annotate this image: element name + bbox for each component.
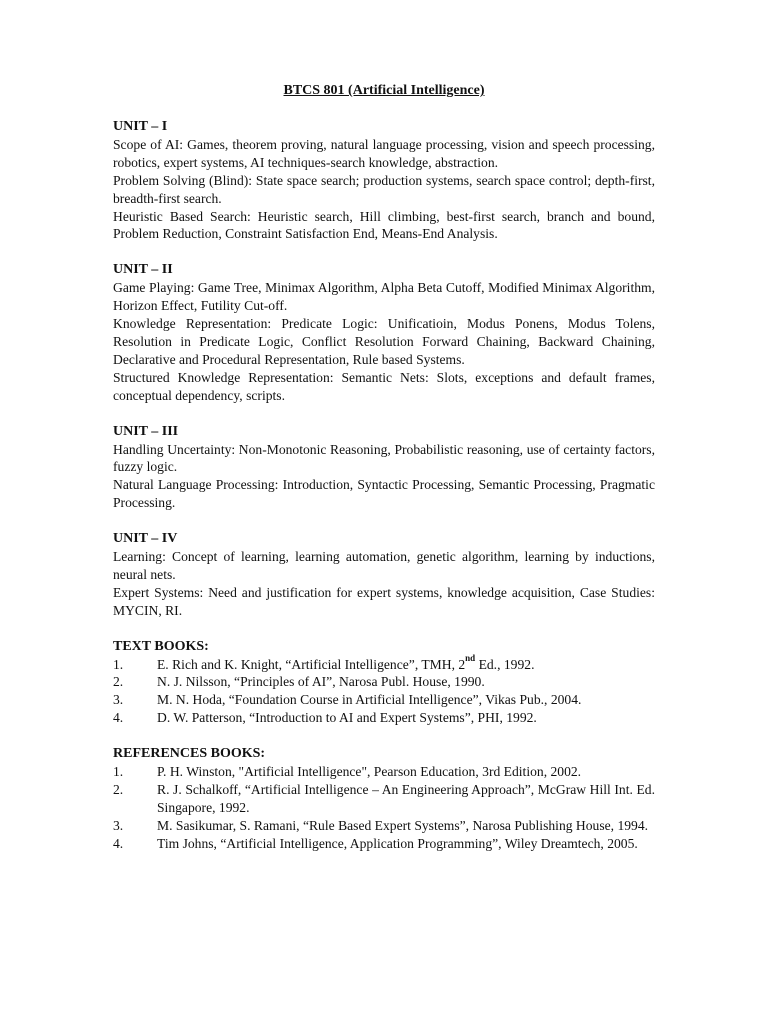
item-text: M. N. Hoda, “Foundation Course in Artificial Intelligence”, Vikas Pub., 2004. [157,692,582,708]
unit-3-section [113,423,655,513]
item-number: 2. [113,782,124,797]
unit-heading: UNIT – I [113,119,168,134]
unit-paragraph: Knowledge Representation: Predicate Logic: Unificatioin, Modus Ponens, Modus Tolens, Resolution in Predicate Logic, Conflict Resolution Forward Chaining, Backward Chaining, Declarative and Procedural Representation, Rule based Systems. [113,316,655,367]
list-item [113,673,655,691]
document-title: BTCS 801 (Artificial Intelligence) [283,83,485,98]
unit-paragraph: Expert Systems: Need and justification for expert systems, knowledge acquisition, Case Studies: MYCIN, RI. [113,584,655,618]
list-item [113,709,655,727]
text-books-section [113,638,655,728]
unit-paragraph: Problem Solving (Blind): State space search; production systems, search space control; depth-first, breadth-first search. [113,172,655,206]
unit-heading: UNIT – II [113,262,173,278]
item-number: 1. [113,656,124,672]
item-text [157,653,655,674]
ordinal-superscript: nd [465,653,476,664]
unit-paragraph: Handling Uncertainty: Non-Monotonic Reasoning, Probabilistic reasoning, use of certainty factors, fuzzy logic. [113,441,655,475]
unit-paragraph: Natural Language Processing: Introduction, Syntactic Processing, Semantic Processing, Pragmatic Processing. [113,477,655,511]
text-books-heading: TEXT BOOKS: [113,638,209,654]
item-text-part: Ed., 1992. [475,656,535,672]
unit-paragraph: Scope of AI: Games, theorem proving, natural language processing, vision and speech processing, robotics, expert systems, AI techniques-search knowledge, abstraction. [113,136,655,170]
list-item [113,817,655,835]
item-number: 2. [113,674,124,690]
item-text: D. W. Patterson, “Introduction to AI and Expert Systems”, PHI, 1992. [157,710,537,726]
unit-paragraph: Structured Knowledge Representation: Semantic Nets: Slots, exceptions and default frames, conceptual dependency, scripts. [113,369,655,403]
item-text: R. J. Schalkoff, “Artificial Intelligence – An Engineering Approach”, McGraw Hill Int. Ed. Singapore, 1992. [157,782,655,815]
item-number: 3. [113,692,124,708]
reference-books-heading: REFERENCES BOOKS: [113,746,266,762]
unit-paragraph: Heuristic Based Search: Heuristic search, Hill climbing, best-first search, branch and bound, Problem Reduction, Constraint Satisfaction End, Means-End Analysis. [113,208,655,242]
unit-1-section [113,118,655,243]
item-text: Tim Johns, “Artificial Intelligence, Application Programming”, Wiley Dreamtech, 2005. [157,835,638,851]
item-number: 1. [113,764,124,780]
unit-heading: UNIT – IV [113,531,178,547]
item-number: 4. [113,710,124,726]
unit-2-section [113,261,655,404]
unit-4-section [113,530,655,620]
list-item [113,653,655,674]
item-text: P. H. Winston, "Artificial Intelligence", Pearson Education, 3rd Edition, 2002. [157,764,582,780]
list-item [113,763,655,781]
item-number: 4. [113,835,124,851]
item-number: 3. [113,817,124,833]
item-text: N. J. Nilsson, “Principles of AI”, Narosa Publ. House, 1990. [157,674,485,690]
unit-paragraph: Learning: Concept of learning, learning automation, genetic algorithm, learning by inductions, neural nets. [113,549,655,582]
syllabus-content [113,118,655,853]
item-text: M. Sasikumar, S. Ramani, “Rule Based Expert Systems”, Narosa Publishing House, 1994. [157,817,649,833]
list-item [113,835,655,853]
item-text-part: E. Rich and K. Knight, “Artificial Intelligence”, TMH, 2 [157,656,466,672]
unit-heading: UNIT – III [113,423,179,439]
unit-paragraph: Game Playing: Game Tree, Minimax Algorithm, Alpha Beta Cutoff, Modified Minimax Algorithm, Horizon Effect, Futility Cut-off. [113,280,655,314]
list-item [113,691,655,709]
list-item [113,781,655,817]
reference-books-section [113,745,655,852]
